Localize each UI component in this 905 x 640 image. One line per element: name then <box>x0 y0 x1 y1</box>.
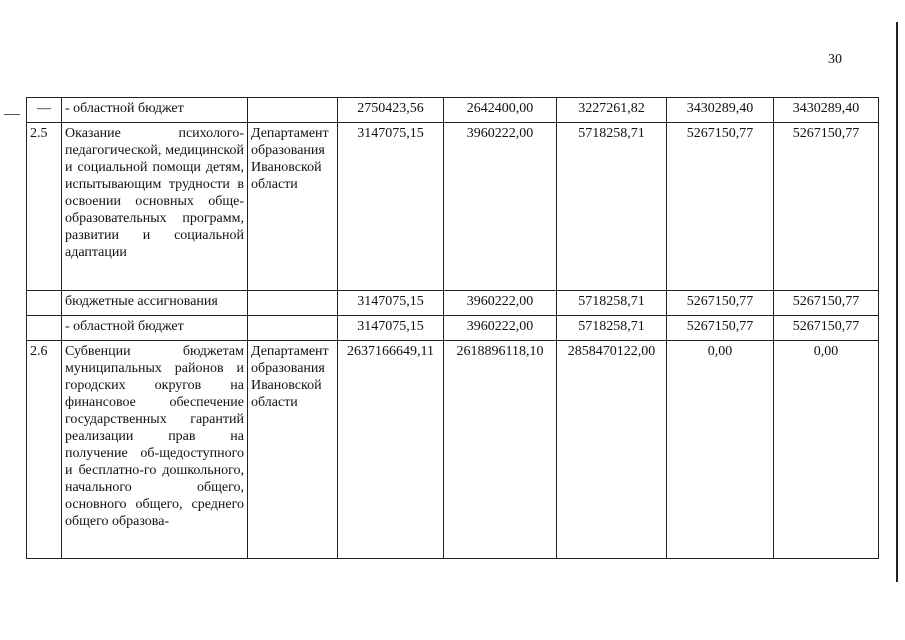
value-cell: 2642400,00 <box>444 98 557 123</box>
table-row <box>27 98 879 123</box>
value-cell: 5718258,71 <box>557 291 667 316</box>
value-cell: 3147075,15 <box>338 316 444 341</box>
value-cell: 2750423,56 <box>338 98 444 123</box>
value-cell: 3960222,00 <box>444 316 557 341</box>
value-cell: 5267150,77 <box>667 123 774 291</box>
value-cell: 3227261,82 <box>557 98 667 123</box>
value-cell: 5267150,77 <box>774 123 879 291</box>
row-description: Субвенции бюджетам муниципальных районов и городских округов на финансовое обеспечение государственных гарантий реализации прав на получение об-щедоступного и бесплатно-го дошкольного, начального общего, основного общего, среднего общего образова- <box>62 341 248 559</box>
row-department <box>248 291 338 316</box>
value-cell: 3147075,15 <box>338 123 444 291</box>
page-number: 30 <box>828 52 842 67</box>
value-cell: 5267150,77 <box>667 316 774 341</box>
table-row <box>27 291 879 316</box>
row-number <box>27 316 62 341</box>
row-department <box>248 316 338 341</box>
value-cell: 0,00 <box>774 341 879 559</box>
value-cell: 2637166649,11 <box>338 341 444 559</box>
value-cell: 3960222,00 <box>444 123 557 291</box>
row-number: — <box>27 98 62 123</box>
value-cell: 5267150,77 <box>667 291 774 316</box>
margin-dash-mark <box>4 114 20 115</box>
row-number <box>27 291 62 316</box>
value-cell: 3960222,00 <box>444 291 557 316</box>
row-number: 2.5 <box>27 123 62 291</box>
scan-edge-line <box>896 22 898 582</box>
value-cell: 0,00 <box>667 341 774 559</box>
value-cell: 5267150,77 <box>774 291 879 316</box>
value-cell: 2618896118,10 <box>444 341 557 559</box>
row-description: - областной бюджет <box>62 98 248 123</box>
value-cell: 3430289,40 <box>667 98 774 123</box>
budget-table <box>26 97 879 559</box>
value-cell: 2858470122,00 <box>557 341 667 559</box>
row-description: бюджетные ассигнования <box>62 291 248 316</box>
row-description: Оказание психолого-педагогической, медицинской и социальной помощи детям, испытывающим трудности в освоении основных обще-образовательных программ, развитии и социальной адаптации <box>62 123 248 291</box>
row-department: Департамент образования Ивановской области <box>248 341 338 559</box>
row-number: 2.6 <box>27 341 62 559</box>
row-description: - областной бюджет <box>62 316 248 341</box>
value-cell: 3430289,40 <box>774 98 879 123</box>
table-row <box>27 316 879 341</box>
value-cell: 5718258,71 <box>557 123 667 291</box>
row-department <box>248 98 338 123</box>
value-cell: 3147075,15 <box>338 291 444 316</box>
value-cell: 5267150,77 <box>774 316 879 341</box>
table-row <box>27 341 879 559</box>
row-department: Департамент образования Ивановской области <box>248 123 338 291</box>
value-cell: 5718258,71 <box>557 316 667 341</box>
table-row <box>27 123 879 291</box>
